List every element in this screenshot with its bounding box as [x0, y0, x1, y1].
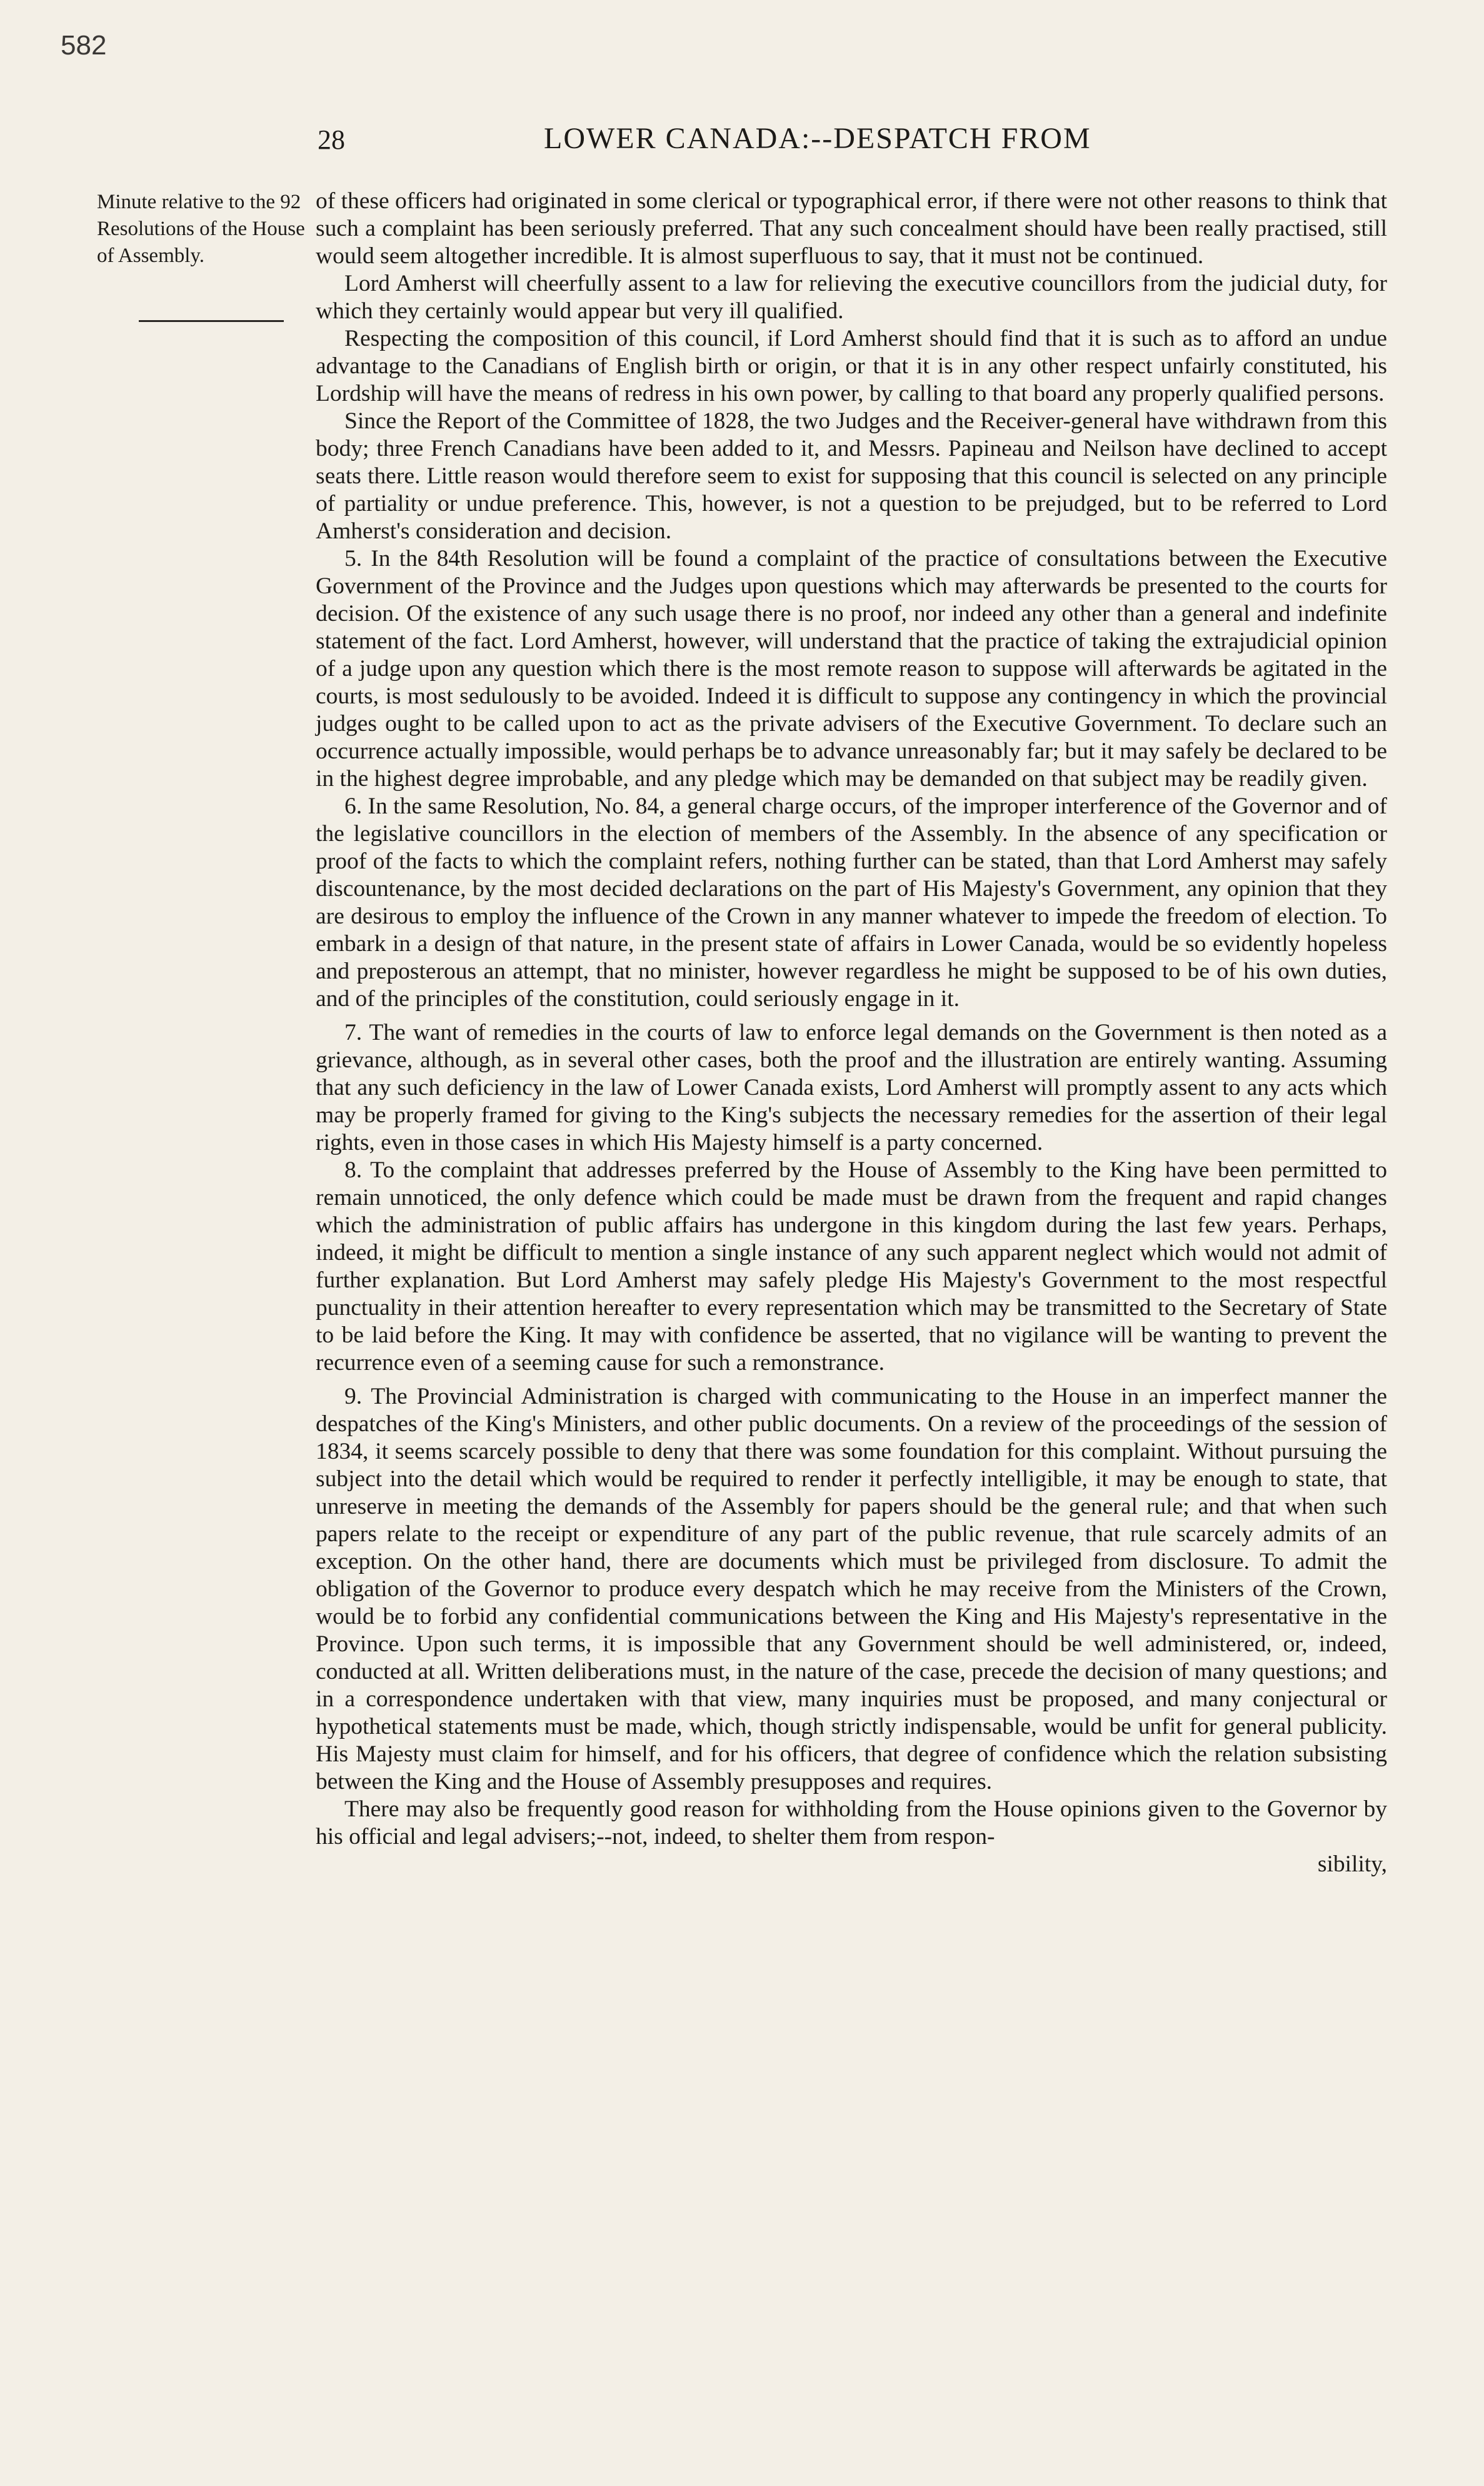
paragraph: Respecting the composition of this council, if Lord Amherst should find that it is such as to afford an undue advantage to the Canadians of English birth or origin, or that it is in any other respect unfairly constituted, his Lordship will have the means of redress in his own power, by calling to that board any properly qualified persons. [316, 326, 1387, 406]
margin-note-rule [139, 320, 284, 322]
folio-number: 582 [61, 30, 107, 61]
paragraph: of these officers had originated in some clerical or typographical error, if there were not other reasons to think that such a complaint has been seriously preferred. That any such concealment should have been really practised, still would seem altogether incredible. It is almost superfluous to say, that it must not be continued. [316, 188, 1387, 269]
paragraph: There may also be frequently good reason for withholding from the House opinions given to the Governor by his official and legal advisers;--not, indeed, to shelter them from respon- [316, 1796, 1387, 1849]
catchword: sibility, [1317, 1851, 1387, 1877]
body-text [316, 188, 1387, 1878]
margin-note: Minute relative to the 92 Resolutions of the House of Assembly. [97, 191, 305, 267]
paragraph: 9. The Provincial Administration is charged with communicating to the House in an imperfect manner the despatches of the King's Ministers, and other public documents. On a review of the proceedings of the session of 1834, it seems scarcely possible to deny that there was some foundation for this complaint. Without pursuing the subject into the detail which would be required to render it perfectly intelligible, it may be enough to state, that unreserve in meeting the demands of the Assembly for papers should be the general rule; and that when such papers relate to the receipt or expenditure of any part of the public revenue, that rule scarcely admits of an exception. On the other hand, there are documents which must be privileged from disclosure. To admit the obligation of the Governor to produce every despatch which he may receive from the Ministers of the Crown, would be to forbid any confidential communications between the King and His Majesty's representative in the Province. Upon such terms, it is impossible that any Government should be well administered, or, indeed, conducted at all. Written deliberations must, in the nature of the case, precede the decision of many questions; and in a correspondence undertaken with that view, many inquiries must be proposed, and many conjectural or hypothetical statements must be made, which, though strictly indispensable, would be unfit for general publicity. His Majesty must claim for himself, and for his officers, that degree of confidence which the relation subsisting between the King and the House of Assembly presupposes and requires. [316, 1384, 1387, 1794]
paragraph: Since the Report of the Committee of 1828, the two Judges and the Receiver-general have withdrawn from this body; three French Canadians have been added to it, and Messrs. Papineau and Neilson have declined to accept seats there. Little reason would therefore seem to exist for supposing that this council is selected on any principle of partiality or undue preference. This, however, is not a question to be prejudged, but to be referred to Lord Amherst's consideration and decision. [316, 408, 1387, 544]
paragraph: 8. To the complaint that addresses preferred by the House of Assembly to the King have been permitted to remain unnoticed, the only defence which could be made must be drawn from the frequent and rapid changes which the administration of public affairs has undergone in this kingdom during the last few years. Perhaps, indeed, it might be difficult to mention a single instance of any such apparent neglect which would not admit of further explanation. But Lord Amherst may safely pledge His Majesty's Government to the most respectful punctuality in their attention hereafter to every representation which may be transmitted to the Secretary of State to be laid before the King. It may with confidence be asserted, that no vigilance will be wanting to prevent the recurrence even of a seeming cause for such a remonstrance. [316, 1157, 1387, 1376]
page-number: 28 [318, 124, 345, 155]
paragraph: 6. In the same Resolution, No. 84, a general charge occurs, of the improper interference of the Governor and of the legislative councillors in the election of members of the Assembly. In the absence of any specification or proof of the facts to which the complaint refers, nothing further can be stated, than that Lord Amherst may safely discountenance, by the most decided declarations on the part of His Majesty's Government, any opinion that they are desirous to employ the influence of the Crown in any manner whatever to impede the freedom of election. To embark in a design of that nature, in the present state of affairs in Lower Canada, would be so evidently hopeless and preposterous an attempt, that no minister, however regardless he might be supposed to be of his own duties, and of the principles of the constitution, could seriously engage in it. [316, 793, 1387, 1012]
paragraph: Lord Amherst will cheerfully assent to a law for relieving the executive councillors from the judicial duty, for which they certainly would appear but very ill qualified. [316, 271, 1387, 324]
paragraph: 5. In the 84th Resolution will be found a complaint of the practice of consultations between the Executive Government of the Province and the Judges upon questions which may afterwards be presented to the courts for decision. Of the existence of any such usage there is no proof, nor indeed any other than a general and indefinite statement of the fact. Lord Amherst, however, will understand that the practice of taking the extrajudicial opinion of a judge upon any question which there is the most remote reason to suppose will afterwards be agitated in the courts, is most sedulously to be avoided. Indeed it is difficult to suppose any contingency in which the provincial judges ought to be called upon to act as the private advisers of the Executive Government. To declare such an occurrence actually impossible, would perhaps be to advance unreasonably far; but it may safely be declared to be in the highest degree improbable, and any pledge which may be demanded on that subject may be readily given. [316, 546, 1387, 792]
running-title: LOWER CANADA:--DESPATCH FROM [544, 122, 1091, 155]
paragraph: 7. The want of remedies in the courts of law to enforce legal demands on the Government is then noted as a grievance, although, as in several other cases, both the proof and the illustration are entirely wanting. Assuming that any such deficiency in the law of Lower Canada exists, Lord Amherst will promptly assent to any acts which may be properly framed for giving to the King's subjects the necessary remedies for the assertion of their legal rights, even in those cases in which His Majesty himself is a party concerned. [316, 1020, 1387, 1155]
